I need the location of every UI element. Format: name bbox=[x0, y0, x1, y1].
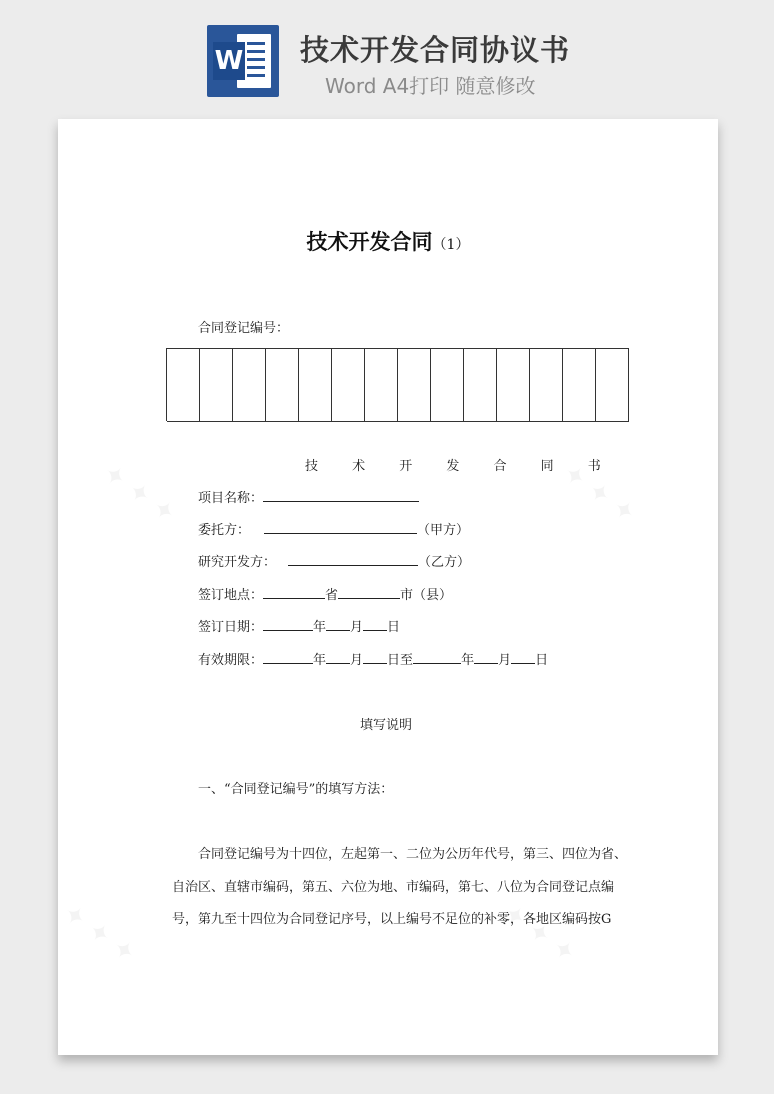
project-name-row bbox=[198, 487, 419, 506]
project-name-label: 项目名称： bbox=[198, 491, 264, 506]
paragraph-line: 号，第九至十四位为合同登记序号，以上编号不足位的补零，各地区编码按G bbox=[172, 912, 612, 927]
section-heading: 技 术 开 发 合 同 书 bbox=[305, 459, 616, 474]
registration-cell[interactable] bbox=[431, 348, 464, 422]
registration-cell[interactable] bbox=[563, 348, 596, 422]
word-logo-icon bbox=[207, 25, 279, 97]
day-blank[interactable] bbox=[363, 618, 387, 631]
header-subtitle: Word A4打印 随意修改 bbox=[325, 74, 536, 98]
start-month-blank[interactable] bbox=[326, 651, 350, 664]
paragraph-line: 自治区、直辖市编码，第五、六位为地、市编码，第七、八位为合同登记点编 bbox=[172, 880, 615, 895]
signing-date-row bbox=[198, 616, 400, 635]
start-year-blank[interactable] bbox=[263, 651, 313, 664]
end-day-blank[interactable] bbox=[511, 651, 535, 664]
document-page bbox=[58, 119, 718, 1055]
validity-label: 有效期限： bbox=[198, 653, 264, 668]
instruction-1-title: 一、“合同登记编号”的填写方法： bbox=[198, 782, 394, 797]
month-blank[interactable] bbox=[326, 618, 350, 631]
watermark bbox=[58, 898, 141, 970]
header-title: 技术开发合同协议书 bbox=[300, 33, 571, 67]
document-title bbox=[58, 226, 718, 256]
developer-suffix: （乙方） bbox=[418, 555, 471, 570]
province-blank[interactable] bbox=[263, 586, 325, 599]
end-month-blank[interactable] bbox=[474, 651, 498, 664]
month-text: 月 bbox=[350, 620, 364, 635]
registration-cell[interactable] bbox=[497, 348, 530, 422]
registration-cell[interactable] bbox=[365, 348, 398, 422]
developer-row bbox=[198, 551, 470, 570]
signing-date-label: 签订日期： bbox=[198, 620, 264, 635]
watermark bbox=[97, 458, 181, 530]
registration-cell[interactable] bbox=[596, 348, 629, 422]
instructions-heading: 填写说明 bbox=[360, 718, 413, 733]
document-title-main: 技术开发合同 bbox=[306, 230, 433, 254]
city-blank[interactable] bbox=[338, 586, 400, 599]
year-blank[interactable] bbox=[263, 618, 313, 631]
registration-cell[interactable] bbox=[530, 348, 563, 422]
year-text: 年 bbox=[313, 620, 327, 635]
registration-cell[interactable] bbox=[167, 348, 200, 422]
registration-cell[interactable] bbox=[332, 348, 365, 422]
province-text: 省 bbox=[325, 588, 339, 603]
developer-blank[interactable] bbox=[288, 553, 418, 566]
client-label: 委托方： bbox=[198, 523, 251, 538]
end-month-text: 月 bbox=[498, 653, 512, 668]
signing-place-row bbox=[198, 584, 452, 603]
client-row bbox=[198, 519, 469, 538]
client-suffix: （甲方） bbox=[417, 523, 470, 538]
start-day-blank[interactable] bbox=[363, 651, 387, 664]
day-text: 日 bbox=[387, 620, 401, 635]
client-blank[interactable] bbox=[264, 521, 417, 534]
registration-cell[interactable] bbox=[233, 348, 266, 422]
registration-cell[interactable] bbox=[464, 348, 497, 422]
end-day-text: 日 bbox=[535, 653, 549, 668]
signing-place-label: 签订地点： bbox=[198, 588, 264, 603]
end-year-blank[interactable] bbox=[413, 651, 461, 664]
registration-cell[interactable] bbox=[266, 348, 299, 422]
registration-cell[interactable] bbox=[200, 348, 233, 422]
validity-row bbox=[198, 649, 548, 668]
paragraph-line: 合同登记编号为十四位，左起第一、二位为公历年代号，第三、四位为省、 bbox=[198, 847, 628, 862]
start-month-text: 月 bbox=[350, 653, 364, 668]
document-title-number: （1） bbox=[432, 237, 470, 253]
start-year-text: 年 bbox=[313, 653, 327, 668]
registration-label: 合同登记编号： bbox=[198, 321, 290, 336]
registration-cell[interactable] bbox=[398, 348, 431, 422]
developer-label: 研究开发方： bbox=[198, 555, 277, 570]
project-name-blank[interactable] bbox=[263, 489, 419, 502]
start-day-text: 日至 bbox=[387, 653, 414, 668]
end-year-text: 年 bbox=[461, 653, 475, 668]
city-text: 市（县） bbox=[400, 588, 453, 603]
registration-cell[interactable] bbox=[299, 348, 332, 422]
word-logo-letter: W bbox=[213, 42, 245, 80]
registration-number-grid[interactable] bbox=[166, 348, 629, 421]
